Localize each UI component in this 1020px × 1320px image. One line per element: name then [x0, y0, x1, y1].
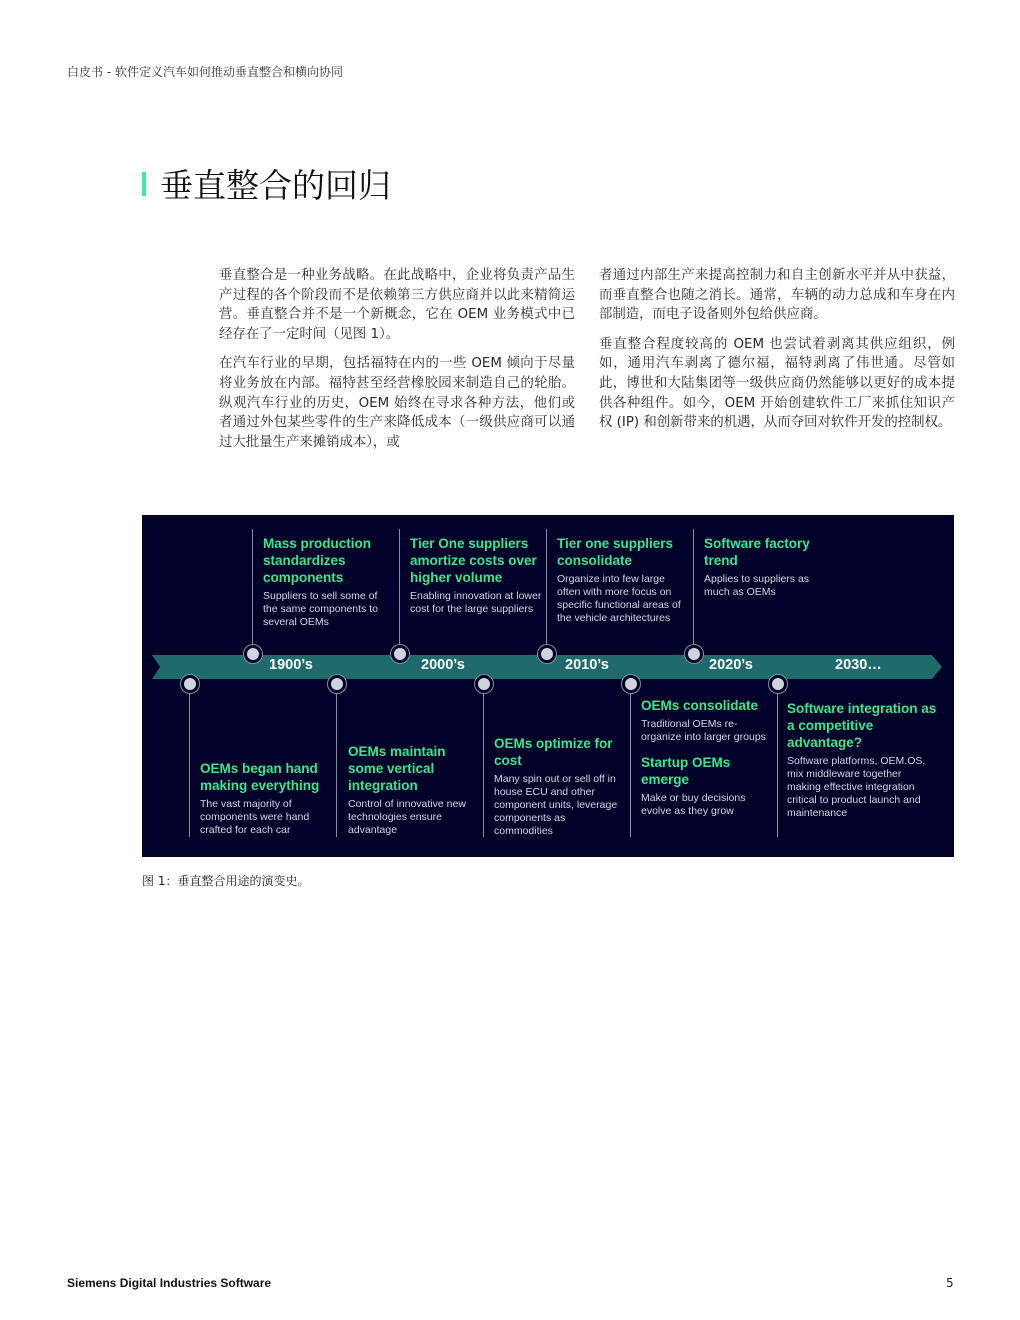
event-title: Tier One suppliers amortize costs over higher volume: [410, 536, 537, 585]
event-description: Applies to suppliers as much as OEMs: [704, 573, 810, 598]
era-label: 2000’s: [421, 657, 465, 673]
connector-line: [399, 529, 400, 653]
timeline-node: [685, 645, 703, 663]
footer-brand: Siemens Digital Industries Software: [67, 1276, 272, 1290]
timeline-node: [622, 675, 640, 693]
timeline-node: [769, 675, 787, 693]
timeline-event: [200, 760, 334, 837]
era-label: 2030…: [835, 657, 882, 673]
paragraph: 在汽车行业的早期，包括福特在内的一些 OEM 倾向于尽量将业务放在内部。福特甚至经营橡胶园来制造自己的轮胎。纵观汽车行业的历史，OEM 始终在寻求各种方法，他们或者通过外包某些零件的生产来降低成本（一级供应商可以通过大批量生产来摊销成本），或: [219, 356, 575, 450]
event-title: Startup OEMs emerge: [641, 755, 731, 787]
event-description: Control of innovative new technologies ensure advantage: [348, 798, 466, 836]
connector-line: [252, 529, 253, 653]
paragraph: 者通过内部生产来提高控制力和自主创新水平并从中获益，而垂直整合也随之消长。通常，车辆的动力总成和车身在内部制造，而电子设备则外包给供应商。: [599, 268, 955, 323]
connector-line: [777, 687, 778, 837]
timeline-event: [641, 697, 771, 818]
connector-line: [189, 687, 190, 837]
section-title: 垂直整合的回归: [160, 166, 391, 205]
event-description: The vast majority of components were hand crafted for each car: [200, 798, 310, 836]
event-title: OEMs optimize for cost: [494, 736, 613, 768]
timeline-node: [538, 645, 556, 663]
event-description: Make or buy decisions evolve as they grow: [641, 792, 746, 817]
timeline-event: [410, 535, 546, 616]
timeline-node: [328, 675, 346, 693]
page-number: 5: [946, 1276, 954, 1290]
figure-caption: 图 1：垂直整合用途的演变史。: [142, 874, 310, 888]
era-label: 2010’s: [565, 657, 609, 673]
timeline-event: [704, 535, 824, 599]
timeline-event: [557, 535, 689, 625]
timeline-event: [494, 735, 624, 838]
event-title: OEMs consolidate: [641, 698, 759, 713]
document-header: 白皮书 - 软件定义汽车如何推动垂直整合和横向协同: [67, 65, 343, 79]
paragraph: 垂直整合是一种业务战略。在此战略中，企业将负责产品生产过程的各个阶段而不是依赖第三方供应商并以此来精简运营。垂直整合并不是一个新概念，它在 OEM 业务模式中已经存在了一定时间（见图 1）。: [219, 268, 575, 342]
timeline-node: [475, 675, 493, 693]
era-label: 1900’s: [269, 657, 313, 673]
title-accent-bar: [142, 172, 146, 196]
event-title: Software integration as a competitive advantage?: [787, 701, 937, 750]
era-label: 2020’s: [709, 657, 753, 673]
event-description: Software platforms, OEM.OS, mix middleware together making effective integration critical to product launch and maintenance: [787, 755, 926, 819]
paragraph: 垂直整合程度较高的 OEM 也尝试着剥离其供应组织，例如，通用汽车剥离了德尔福，福特剥离了伟世通。尽管如此，博世和大陆集团等一级供应商仍然能够以更好的成本提供各种组件。如今，OEM 开始创建软件工厂来抓住知识产权 (IP) 和创新带来的机遇，从而夺回对软件开发的控制权。: [599, 336, 955, 431]
event-description: Many spin out or sell off in house ECU and other component units, leverage components as commodities: [494, 773, 618, 837]
connector-line: [546, 529, 547, 653]
event-description: Traditional OEMs re-organize into larger groups: [641, 718, 766, 743]
timeline-figure: [142, 515, 954, 857]
connector-line: [336, 687, 337, 837]
timeline-event: [348, 743, 476, 837]
event-title: Tier one suppliers consolidate: [557, 536, 674, 568]
connector-line: [483, 687, 484, 837]
connector-line: [693, 529, 694, 653]
event-title: OEMs maintain some vertical integration: [348, 744, 446, 793]
timeline-node: [391, 645, 409, 663]
event-title: Mass production standardizes components: [263, 536, 372, 585]
event-description: Suppliers to sell some of the same components to several OEMs: [263, 590, 378, 628]
body-column-left: [219, 266, 575, 462]
timeline-event: [263, 535, 391, 629]
body-column-right: [599, 266, 955, 443]
event-description: Enabling innovation at lower cost for the large suppliers: [410, 590, 542, 615]
timeline-node: [181, 675, 199, 693]
timeline-node: [244, 645, 262, 663]
event-description: Organize into few large often with more focus on specific functional areas of the vehicle architectures: [557, 573, 681, 624]
event-title: Software factory trend: [704, 536, 810, 568]
timeline-event: [787, 700, 937, 820]
connector-line: [630, 687, 631, 837]
event-title: OEMs began hand making everything: [200, 761, 320, 793]
